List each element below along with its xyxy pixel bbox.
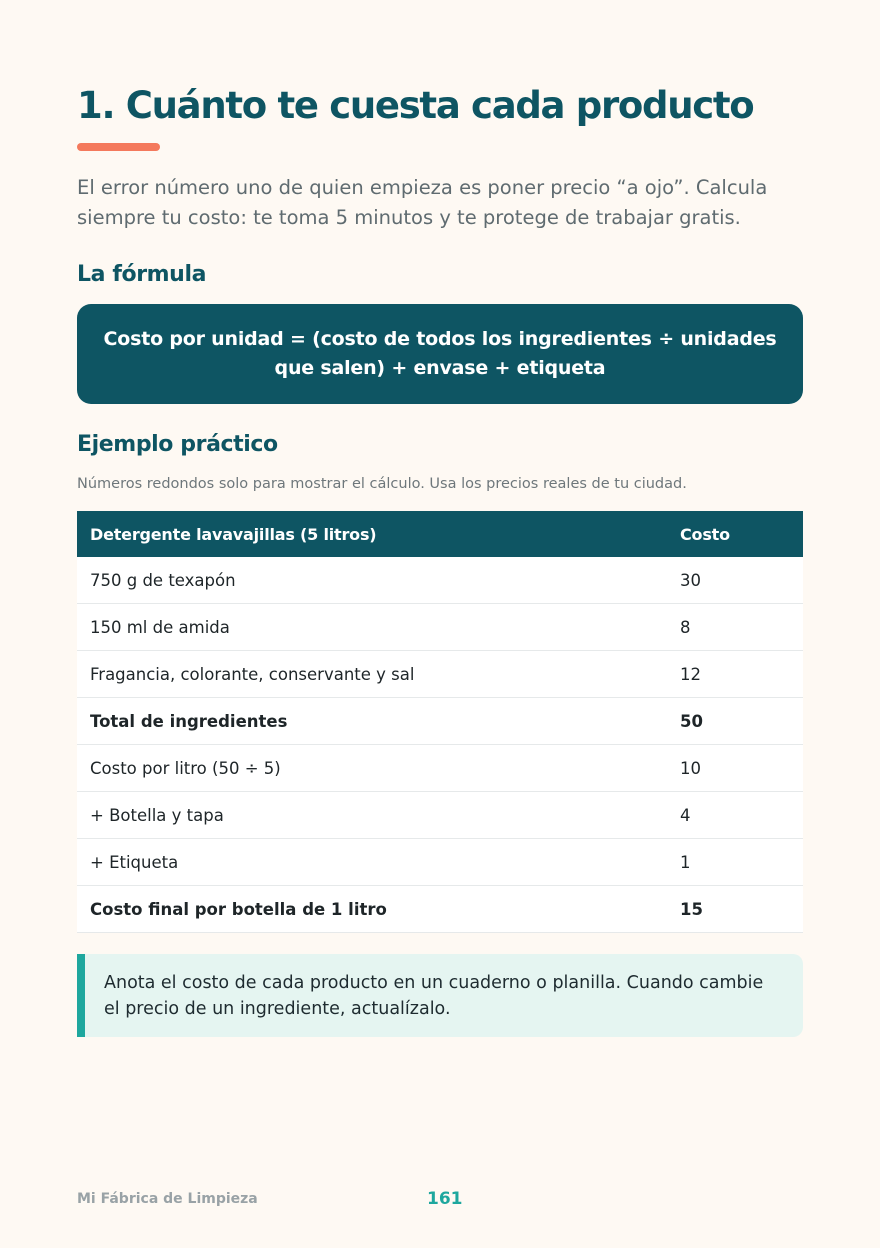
page-number: 161 (427, 1189, 463, 1209)
cost-table (77, 511, 803, 933)
formula-heading: La fórmula (77, 262, 207, 287)
footer-brand: Mi Fábrica de Limpieza (77, 1191, 258, 1207)
page-title: 1. Cuánto te cuesta cada producto (77, 84, 754, 127)
table-cell-item: Costo por litro (50 ÷ 5) (77, 745, 667, 792)
intro-paragraph: El error número uno de quien empieza es poner precio “a ojo”. Calcula siempre tu costo: te toma 5 minutos y te protege de trabajar gratis. (77, 176, 768, 229)
table-cell-cost: 30 (667, 557, 803, 604)
table-cell-item: + Etiqueta (77, 839, 667, 886)
table-cell-cost: 10 (667, 745, 803, 792)
formula-box (77, 304, 803, 404)
example-note: Números redondos solo para mostrar el cálculo. Usa los precios reales de tu ciudad. (77, 476, 687, 492)
table-row (77, 839, 803, 886)
table-row (77, 792, 803, 839)
table-row (77, 557, 803, 604)
tip-text: Anota el costo de cada producto en un cuaderno o planilla. Cuando cambie el precio de un ingrediente, actualízalo. (104, 973, 764, 1019)
table-cell-item: Total de ingredientes (77, 698, 667, 745)
table-cell-cost: 12 (667, 651, 803, 698)
table-row (77, 604, 803, 651)
table-cell-cost: 4 (667, 792, 803, 839)
table-cell-cost: 15 (667, 886, 803, 933)
table-cell-item: Fragancia, colorante, conservante y sal (77, 651, 667, 698)
table-body (77, 557, 803, 933)
formula-text: Costo por unidad = (costo de todos los ingredientes ÷ unidades que salen) + envase + etiqueta (103, 328, 777, 379)
title-accent-bar (77, 143, 160, 151)
table-cell-cost: 50 (667, 698, 803, 745)
table-cell-item: 750 g de texapón (77, 557, 667, 604)
table-cell-cost: 8 (667, 604, 803, 651)
table-row (77, 886, 803, 933)
tip-callout (77, 954, 803, 1037)
table-header-item: Detergente lavavajillas (5 litros) (77, 511, 667, 557)
example-heading: Ejemplo práctico (77, 432, 278, 457)
table-cell-cost: 1 (667, 839, 803, 886)
table-cell-item: Costo final por botella de 1 litro (77, 886, 667, 933)
table-header-cost: Costo (667, 511, 803, 557)
table-row (77, 745, 803, 792)
table-cell-item: 150 ml de amida (77, 604, 667, 651)
table-cell-item: + Botella y tapa (77, 792, 667, 839)
table-row (77, 698, 803, 745)
table-header-row (77, 511, 803, 557)
table-row (77, 651, 803, 698)
